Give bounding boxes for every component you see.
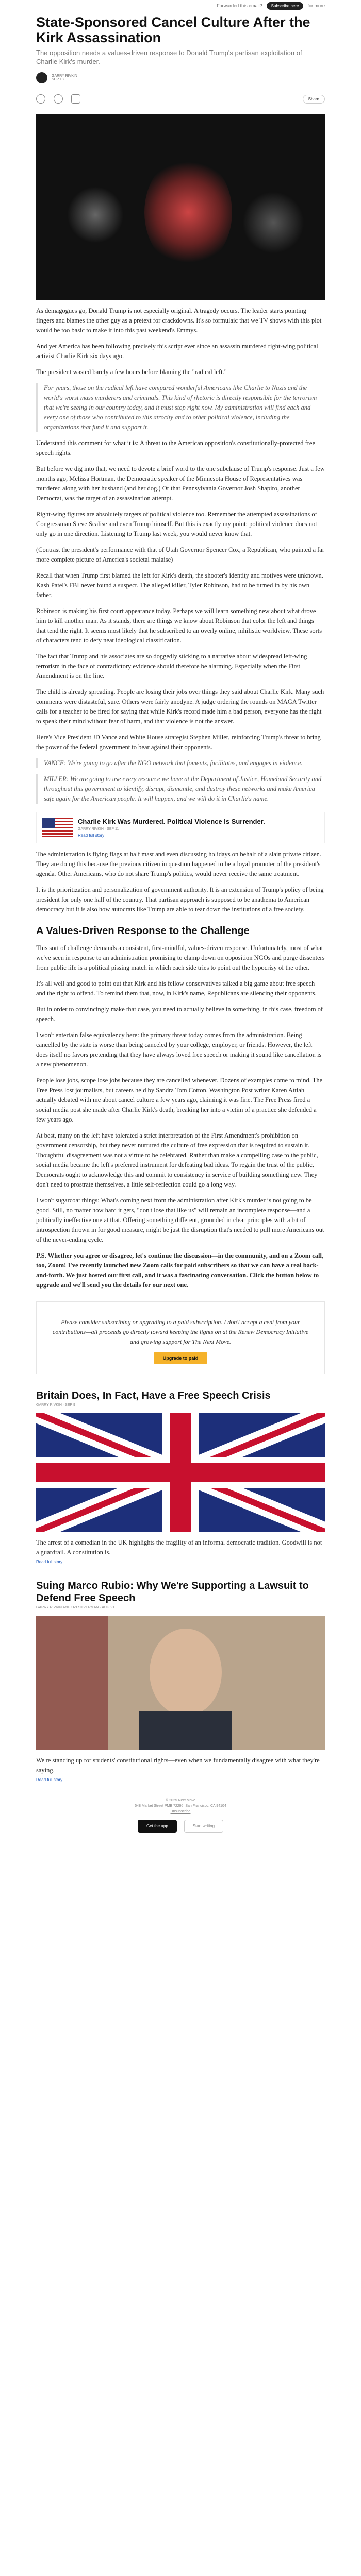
get-app-button[interactable]: Get the app	[138, 1820, 177, 1833]
read-full-link[interactable]: Read full story	[36, 1560, 63, 1564]
comment-icon[interactable]	[54, 94, 63, 104]
paragraph: Recall that when Trump first blamed the left for Kirk's death, the shooter's identity and motives were unknown. Kash Patel's FBI never found a suspect. The alleged killer, Tyler Robinson, had to be turned in by his own father.	[36, 572, 323, 599]
subscribe-link[interactable]: Subscribe here	[267, 2, 304, 10]
paragraph: The fact that Trump and his associates are so doggedly sticking to a narrative about widespread left-wing terrorism in the face of contradictory evidence should therefore be alarming. Especially when the First Amendment is on the line.	[36, 653, 307, 680]
paragraph: (Contrast the president's performance with that of Utah Governor Spencer Cox, a Republican, who painted a far more complete picture of America's societal malaise)	[36, 546, 325, 563]
address: 548 Market Street PMB 72296, San Francisco, CA 94104	[135, 1804, 226, 1808]
paragraph: Here's Vice President JD Vance and White House strategist Stephen Miller, reinforcing Trump's threat to bring the power of the federal government to bear against their opponents.	[36, 734, 321, 751]
paragraph: The president wasted barely a few hours before blaming the "radical left."	[36, 368, 227, 376]
paragraph: I won't sugarcoat things: What's coming next from the administration after Kirk's murder is not going to be good. Still, no matter how hard it gets, "don't lose that like us" will remain an incomplete response—and a politically ineffective one at that. Offering something different, grounded in clear principles with a bit of introspection thrown in for good measure, might be just the disruption that's needed to pull more Americans out of the never-ending cycle.	[36, 1197, 324, 1243]
paragraph: Right-wing figures are absolutely targets of political violence too. Remember the attempted assassinations of Congressman Steve Scalise and even Trump himself. But this is exactly my point: political violence does not only go in one direction. Listening to Trump last week, you would never know that.	[36, 511, 317, 537]
post-date: SEP 18	[52, 78, 64, 81]
author-avatar[interactable]	[36, 72, 47, 83]
paragraph: Understand this comment for what it is: A threat to the American opposition's constitutionally-protected free speech rights.	[36, 439, 316, 456]
rubio-image	[36, 1616, 325, 1750]
paragraph: And yet America has been following precisely this script ever since an assassin murdered right-wing political activist Charlie Kirk six days ago.	[36, 343, 318, 360]
embed-author: GARRY RIVKIN · SEP 11	[78, 827, 119, 831]
paragraph: Robinson is making his first court appearance today. Perhaps we will learn something new about what drove him to kill another man. As it stands, there are things we know about Robinson that color the left and things that tend the right. It seems most likely that he subscribed to an overly online, nihilistic worldview. These sorts of characters tend to defy neat ideological classification.	[36, 607, 322, 644]
hero-image	[36, 114, 325, 300]
paragraph: But before we dig into that, we need to devote a brief word to the one subclause of Trump's response. Just a few months ago, Melissa Hortman, the Democratic speaker of the Minnesota House of Representatives was murdered along with her husband (and her dog.) Or that Pennsylvania Governor Josh Shapiro, another Democrat, was the target of an assassination attempt.	[36, 465, 325, 502]
read-full-link[interactable]: Read full story	[36, 1777, 63, 1782]
paragraph: At best, many on the left have tolerated a strict interpretation of the First Amendment's prohibition on government censorship, but they never nurtured the culture of free expression that is required to sustain it. Thoughtful disagreement was not a virtue to be celebrated. Rather than make a compelling case to the public, social media became the left's preferred instrument for defeating bad ideas. To regain the trust of the public, Democrats ought to acknowledge this and commit to consistency in service of building something new. They don't need to prostrate themselves, a little self-reflection could go a long way.	[36, 1132, 318, 1188]
flag-thumbnail	[42, 818, 73, 837]
next-post-excerpt: We're standing up for students' constitutional rights—even when we fundamentally disagree with what they're saying.	[36, 1757, 320, 1774]
vance-quote: VANCE: We're going to go after the NGO network that foments, facilitates, and engages in violence.	[36, 758, 325, 768]
trump-quote: For years, those on the radical left have compared wonderful Americans like Charlie to Nazis and the world's worst mass murderers and criminals. This kind of rhetoric is directly responsible for the terrorism that we're seeing in our country today, and it must stop right now. My administration will find each and every one of those who contributed to this atrocity and to other political violence, including the organizations that fund it and support it.	[36, 383, 325, 432]
article	[36, 14, 325, 1833]
start-writing-button[interactable]: Start writing	[184, 1820, 223, 1833]
next-post-author: GARRY RIVKIN AND UZI SILVERMAN · AUG 21	[36, 1606, 115, 1609]
article-subtitle: The opposition needs a values-driven response to Donald Trump's partisan exploitation of Charlie Kirk's murder.	[36, 49, 302, 65]
paragraph: It is the prioritization and personalization of government authority. It is an extension of Trump's policy of being president for only one half of the country. That partisan approach is supposed to be anathema to American democracy but it is also how autocrats like Trump are able to tear down the institutions of a free society.	[36, 886, 324, 913]
copyright: © 2025 Next Move	[165, 1799, 196, 1802]
ps-paragraph: P.S. Whether you agree or disagree, let's continue the discussion—in the community, and on a Zoom call, too, Zoom! I've recently launched new Zoom calls for paid subscribers so that we can have a real back-and-forth. We just hosted our first call, and it was a fascinating conversation. Click the button below to upgrade and we'll send you the details for our next one.	[36, 1252, 324, 1289]
paragraph: People lose jobs, scope lose jobs because they are cancelled whenever. Dozens of examples come to mind. The Free Press lost journalists, but careers held by Sandra Tom Cotton. Washington Post writer Karen Attiah actually debated with me about cancel culture a few years ago, claiming it was fine. The Free Press fired a social media post she made after Charlie Kirk's death, breaking her into a victim of a practice she defended a few years ago.	[36, 1077, 323, 1123]
subscribe-text: Please consider subscribing or upgrading to a paid subscription. I don't accept a cent from your contributions—all proceeds go directly toward keeping the lights on at the Renew Democracy Initiative and growing support for The Next Move.	[52, 1318, 309, 1345]
next-post-excerpt: The arrest of a comedian in the UK highlights the fragility of an informal democratic tradition. Goodwill is not a guardrail. A constitution is.	[36, 1539, 322, 1556]
paragraph: But in order to convincingly make that case, you need to actually believe in something, in this case, freedom of speech.	[36, 1006, 323, 1023]
paragraph: The administration is flying flags at half mast and even discussing holidays on behalf of a slain private citizen. They are doing this because the previous citizen in question happened to be a loyal promoter of the president's agenda. Other Americans, who do not share Trump's politics, would never receive the same treatment.	[36, 851, 321, 877]
article-title[interactable]: State-Sponsored Cancel Culture After the Kirk Assassination	[36, 14, 310, 45]
paragraph: It's all well and good to point out that Kirk and his fellow conservatives talked a big game about free speech and the right to offend. To remind them that, now, in Kirk's name, Republicans are silencing their opponents.	[36, 980, 317, 997]
embedded-post[interactable]	[36, 812, 325, 843]
author-block	[36, 72, 77, 83]
forwarded-text: Forwarded this email?	[217, 3, 262, 8]
footer	[36, 1798, 325, 1833]
like-icon[interactable]	[36, 94, 45, 104]
paragraph: This sort of challenge demands a consistent, first-mindful, values-driven response. Unfortunately, most of what we've seen in response to an administration promising to clamp down on opposition NGOs and purge dissenters from public life is a political pissing match in which each side tries to point out the hypocrisy of the other.	[36, 944, 325, 971]
paragraph: The child is already spreading. People are losing their jobs over things they said about Charlie Kirk. Many such comments were distasteful, sure. Others were fairly anodyne. A judge ordering the rounds on MAGA Twitter calls for a teacher to be fired for saying that while Kirk's record made him a bad person, everyone has the right to speak their mind without fear of harm, and that violence is not the answer.	[36, 688, 324, 725]
miller-quote: MILLER: We are going to use every resource we have at the Department of Justice, Homeland Security and throughout this government to identify, disrupt, dismantle, and destroy these networks and make America safe again for the American people. It will happen, and we will do it in Charlie's name.	[36, 774, 325, 804]
paragraph: As demagogues go, Donald Trump is not especially original. A tragedy occurs. The leader starts pointing fingers and blames the other guy as a pretext for crackdowns. It's so formulaic that we TV shows with this plot would be too basic to make it into this past weekend's Emmys.	[36, 307, 322, 334]
section-heading: A Values-Driven Response to the Challenge	[36, 925, 250, 937]
share-button[interactable]: Share	[303, 95, 325, 104]
subscribe-box	[36, 1301, 325, 1374]
restack-icon[interactable]	[71, 94, 80, 104]
union-jack-image	[36, 1413, 325, 1532]
action-bar	[36, 91, 325, 107]
next-post-title[interactable]: Britain Does, In Fact, Have a Free Speech Crisis	[36, 1390, 271, 1401]
author-name[interactable]: GARRY RIVKIN	[52, 74, 77, 78]
more-text: for more	[307, 3, 325, 8]
upgrade-button[interactable]: Upgrade to paid	[154, 1352, 208, 1364]
read-full-link[interactable]: Read full story	[78, 833, 105, 838]
portrait-illustration	[36, 1616, 325, 1750]
next-post-title[interactable]: Suing Marco Rubio: Why We're Supporting a Lawsuit to Defend Free Speech	[36, 1580, 309, 1604]
next-post-author: GARRY RIVKIN · SEP 9	[36, 1403, 75, 1407]
top-bar	[0, 0, 361, 11]
embed-title[interactable]: Charlie Kirk Was Murdered. Political Violence Is Surrender.	[78, 818, 265, 825]
union-jack-flag	[36, 1413, 325, 1532]
unsubscribe-link[interactable]: Unsubscribe	[170, 1810, 191, 1814]
paragraph: I won't entertain false equivalency here: the primary threat today comes from the administration. Being cancelled by the state is worse than being canceled by your college, employer, or friends. However, the left does itself no favors pretending that they have always loved free speech or making it sound like cancellation is a new phenomenon.	[36, 1031, 322, 1068]
